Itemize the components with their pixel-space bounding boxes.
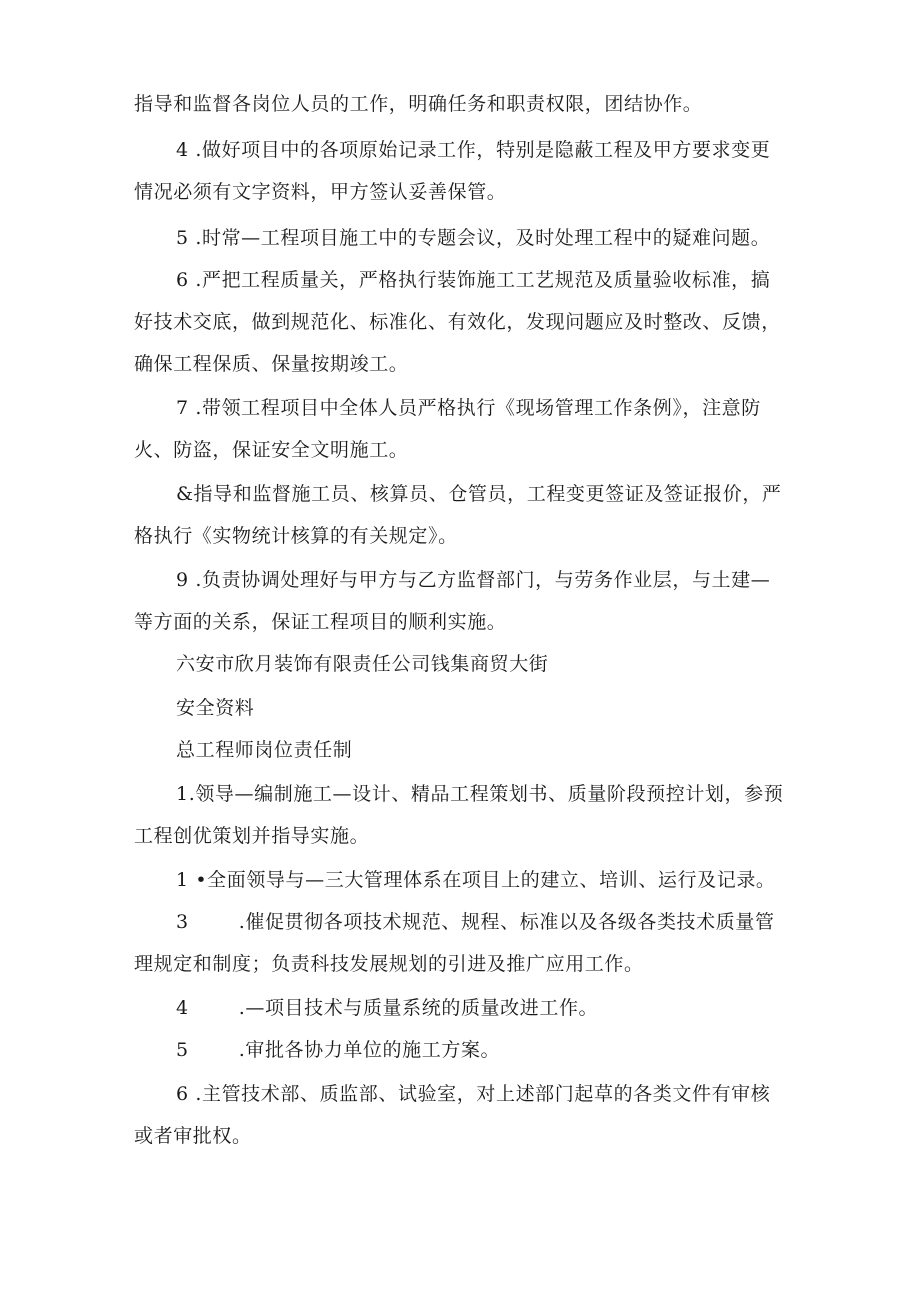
text-line: 情况必须有文字资料，甲方签认妥善保管。 xyxy=(134,181,507,203)
text-line: 1 •全面领导与—三大管理体系在项目上的建立、培训、运行及记录。 xyxy=(176,869,776,891)
section-title: 总工程师岗位责任制 xyxy=(176,739,353,761)
text-line: 或者审批权。 xyxy=(134,1125,252,1147)
text-line: 等方面的关系，保证工程项目的顺利实施。 xyxy=(134,611,507,633)
text-line: 确保工程保质、保量按期竣工。 xyxy=(134,353,409,375)
item-text: .—项目技术与质量系统的质量改进工作。 xyxy=(238,997,599,1019)
text-line: 6 .严把工程质量关，严格执行装饰施工工艺规范及质量验收标准，搞 xyxy=(176,269,771,291)
company-address: 六安市欣月装饰有限责任公司钱集商贸大街 xyxy=(176,653,549,675)
text-line: 4 .做好项目中的各项原始记录工作，特别是隐蔽工程及甲方要求变更 xyxy=(176,139,771,161)
text-line: 工程创优策划并指导实施。 xyxy=(134,825,370,847)
item-text: .催促贯彻各项技术规范、规程、标准以及各级各类技术质量管 xyxy=(238,911,775,933)
text-line: 1.领导—编制施工—设计、精品工程策划书、质量阶段预控计划，参预 xyxy=(176,783,784,805)
text-line: 指导和监督各岗位人员的工作，明确任务和职责权限，团结协作。 xyxy=(134,93,703,115)
text-line: 火、防盗，保证安全文明施工。 xyxy=(134,439,409,461)
text-line: 6 .主管技术部、质监部、试验室，对上述部门起草的各类文件有审核 xyxy=(176,1083,771,1105)
item-text: .审批各协力单位的施工方案。 xyxy=(238,1039,501,1061)
item-number: 4 xyxy=(176,997,189,1019)
item-number: 3 xyxy=(176,911,189,933)
numbered-item xyxy=(176,910,775,934)
numbered-item xyxy=(176,1038,500,1062)
text-line: 好技术交底，做到规范化、标准化、有效化，发现问题应及时整改、反馈， xyxy=(134,311,781,333)
text-line: &指导和监督施工员、核算员、仓管员，工程变更签证及签证报价，严 xyxy=(176,483,782,505)
text-line: 理规定和制度；负责科技发展规划的引进及推广应用工作。 xyxy=(134,953,644,975)
text-line: 5 .时常—工程项目施工中的专题会议，及时处理工程中的疑难问题。 xyxy=(176,227,771,249)
item-number: 5 xyxy=(176,1039,189,1061)
numbered-item xyxy=(176,996,598,1020)
text-line: 格执行《实物统计核算的有关规定》。 xyxy=(134,525,458,547)
section-label: 安全资料 xyxy=(176,697,255,719)
text-line: 7 .带领工程项目中全体人员严格执行《现场管理工作条例》，注意防 xyxy=(176,397,761,419)
text-line: 9 .负责协调处理好与甲方与乙方监督部门，与劳务作业层，与土建— xyxy=(176,569,771,591)
